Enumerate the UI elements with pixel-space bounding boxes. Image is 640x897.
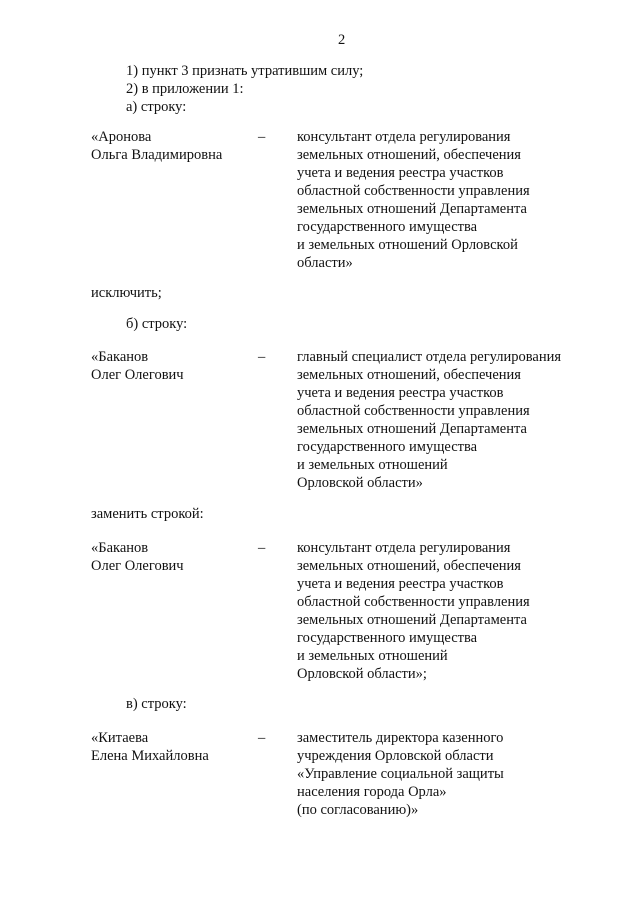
description-line: консультант отдела регулирования: [297, 540, 511, 556]
description-line: областной собственности управления: [297, 403, 530, 419]
description-line: заместитель директора казенного: [297, 730, 504, 746]
description-line: учета и ведения реестра участков: [297, 576, 504, 592]
person-surname: «Аронова: [91, 129, 152, 145]
description-line: областной собственности управления: [297, 183, 530, 199]
item-1-text: 1) пункт 3 признать утратившим силу;: [126, 63, 364, 79]
item-c-label: в) строку:: [126, 696, 187, 712]
description-line: «Управление социальной защиты: [297, 766, 504, 782]
description-line: консультант отдела регулирования: [297, 129, 511, 145]
description-line: государственного имущества: [297, 630, 478, 646]
description-line: земельных отношений, обеспечения: [297, 147, 521, 163]
person-given-names: Елена Михайловна: [91, 748, 209, 764]
description-line: земельных отношений Департамента: [297, 201, 527, 217]
item-2-text: 2) в приложении 1:: [126, 81, 244, 97]
description-line: области»: [297, 255, 353, 271]
description-line: государственного имущества: [297, 439, 478, 455]
action-exclude: исключить;: [91, 285, 162, 301]
person-surname: «Китаева: [91, 730, 149, 746]
dash-separator: –: [258, 730, 266, 746]
description-line: Орловской области»: [297, 475, 423, 491]
description-line: населения города Орла»: [297, 784, 447, 800]
dash-separator: –: [258, 349, 266, 365]
description-line: учета и ведения реестра участков: [297, 165, 504, 181]
dash-separator: –: [258, 540, 266, 556]
person-name-bakanov-new: [91, 539, 184, 575]
description-line: земельных отношений Департамента: [297, 421, 527, 437]
person-name-kitaeva: [91, 729, 209, 765]
description-line: главный специалист отдела регулирования: [297, 349, 562, 365]
description-line: областной собственности управления: [297, 594, 530, 610]
description-line: земельных отношений, обеспечения: [297, 367, 521, 383]
description-line: земельных отношений, обеспечения: [297, 558, 521, 574]
person-given-names: Ольга Владимировна: [91, 147, 223, 163]
person-given-names: Олег Олегович: [91, 367, 184, 383]
person-given-names: Олег Олегович: [91, 558, 184, 574]
position-description-bakanov-old: [297, 348, 597, 492]
description-line: учреждения Орловской области: [297, 748, 494, 764]
description-line: земельных отношений Департамента: [297, 612, 527, 628]
dash-separator: –: [258, 129, 266, 145]
item-a-label: а) строку:: [126, 99, 187, 115]
position-description-bakanov-new: [297, 539, 597, 683]
position-description-aronova: [297, 128, 597, 272]
person-surname: «Баканов: [91, 540, 149, 556]
description-line: (по согласованию)»: [297, 802, 419, 818]
description-line: и земельных отношений Орловской: [297, 237, 518, 253]
description-line: учета и ведения реестра участков: [297, 385, 504, 401]
description-line: Орловской области»;: [297, 666, 427, 682]
description-line: и земельных отношений: [297, 457, 448, 473]
person-surname: «Баканов: [91, 349, 149, 365]
description-line: государственного имущества: [297, 219, 478, 235]
position-description-kitaeva: [297, 729, 597, 819]
description-line: и земельных отношений: [297, 648, 448, 664]
item-b-label: б) строку:: [126, 316, 188, 332]
person-name-bakanov: [91, 348, 184, 384]
person-name-aronova: [91, 128, 222, 164]
page-number: 2: [338, 32, 346, 48]
action-replace: заменить строкой:: [91, 506, 204, 522]
